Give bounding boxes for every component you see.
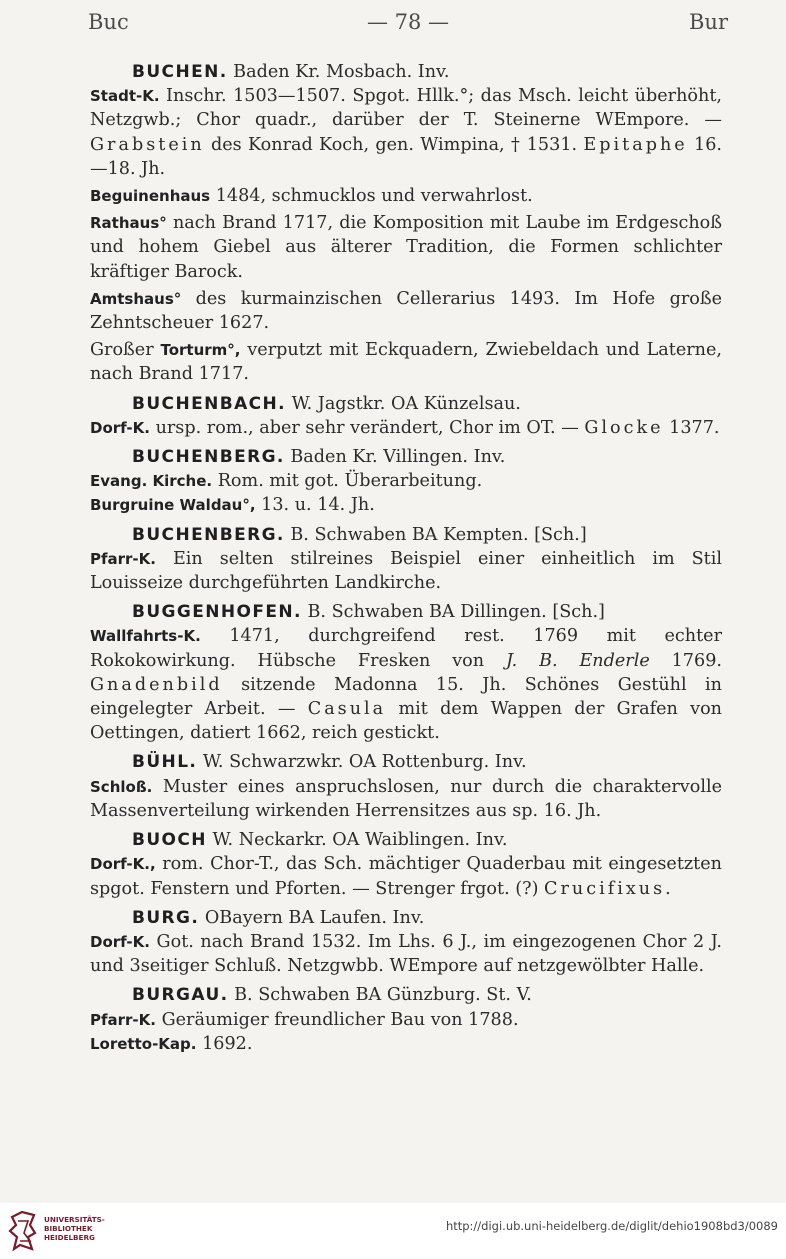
spaced-text: Casula xyxy=(307,699,387,720)
spaced-text: Epitaphe xyxy=(583,134,688,155)
text: 1377. xyxy=(669,417,720,438)
header-right: Bur xyxy=(689,10,728,34)
header-left: Buc xyxy=(88,10,129,34)
place-details: W. Neckarkr. OA Waiblingen. Inv. xyxy=(212,830,508,851)
entry-heading xyxy=(90,445,722,469)
keyword: Dorf-K. xyxy=(90,418,150,437)
text: Geräumiger freundlicher Bau von 1788. xyxy=(161,1009,519,1030)
text: sitzende Madonna 15. Jh. Schönes Gestühl in eingelegter Arbeit. — xyxy=(90,674,722,720)
text: 1692. xyxy=(202,1033,253,1054)
keyword: Schloß. xyxy=(90,777,153,796)
footer-bar xyxy=(0,1203,786,1259)
place-details: W. Jagstkr. OA Künzelsau. xyxy=(291,393,521,414)
place-details: Baden Kr. Villingen. Inv. xyxy=(290,447,506,468)
place-name: BUGGENHOFEN. xyxy=(132,602,302,623)
spaced-text: Crucifixus. xyxy=(544,878,674,899)
keyword: Beguinenhaus xyxy=(90,187,211,206)
source-url[interactable]: http://digi.ub.uni-heidelberg.de/diglit/dehio1908bd3/0089 xyxy=(445,1219,778,1233)
entry-heading xyxy=(90,392,722,416)
entry-heading xyxy=(90,828,722,852)
spaced-text: Grabstein xyxy=(90,134,205,155)
text: Muster eines anspruchslosen, nur durch die charaktervolle Massenverteilung wirkenden Herrensitzes aus sp. 16. Jh. xyxy=(90,776,723,821)
keyword: Dorf-K. xyxy=(90,932,150,951)
spaced-text: Glocke xyxy=(584,417,664,438)
place-details: B. Schwaben BA Günzburg. St. V. xyxy=(234,985,532,1006)
entry-text xyxy=(90,1032,722,1056)
text: 1769. xyxy=(671,650,722,671)
entry-text xyxy=(90,547,722,595)
text: 1484, schmucklos und verwahrlost. xyxy=(215,186,533,207)
place-name: BURGAU. xyxy=(132,985,229,1006)
text: 1471, durchgreifend rest. 1769 mit echter Rokokowirkung. Hübsche Fresken von xyxy=(90,626,723,671)
keyword: Rathaus° xyxy=(90,214,167,233)
entry-heading xyxy=(90,600,722,624)
place-details: B. Schwaben BA Kempten. [Sch.] xyxy=(290,524,587,545)
entry-text xyxy=(90,211,722,284)
keyword: Burgruine Waldau°, xyxy=(90,496,256,515)
entry-heading xyxy=(90,983,722,1007)
place-name: BÜHL. xyxy=(132,752,198,773)
entry-heading xyxy=(90,523,722,547)
keyword: Pfarr-K. xyxy=(90,1010,156,1029)
entry-text xyxy=(90,338,722,386)
page-number: — 78 — xyxy=(366,10,450,34)
keyword: Evang. Kirche. xyxy=(90,472,213,491)
entry-text xyxy=(90,84,722,181)
entry-text xyxy=(90,184,722,208)
library-logo-icon xyxy=(8,1211,38,1251)
place-details: OBayern BA Laufen. Inv. xyxy=(204,907,425,928)
running-header xyxy=(88,10,728,44)
text: Inschr. 1503—1507. Spgot. Hllk.°; das Msch. leicht überhöht, Netzgwb.; Chor quadr., darüber der T. Steinerne WEmpore. — xyxy=(90,86,722,131)
place-name: BURG. xyxy=(132,907,200,928)
text: nach Brand 1717, die Komposition mit Laube im Erdgeschoß und hohem Giebel aus älterer Tradition, die Formen schlichter kräftiger Barock. xyxy=(90,213,723,282)
place-name: BUCHENBERG. xyxy=(132,524,285,545)
entry-text xyxy=(90,775,722,823)
place-name: BUCHENBERG. xyxy=(132,447,285,468)
text: Großer xyxy=(90,340,154,361)
keyword: Dorf-K., xyxy=(90,855,156,874)
text: mit dem Wappen der Grafen von Oettingen, datiert 1662, reich gestickt. xyxy=(90,699,723,744)
keyword: Amtshaus° xyxy=(90,289,182,308)
text: Got. nach Brand 1532. Im Lhs. 6 J., im eingezogenen Chor 2 J. und 3seitiger Schluß. Netzgwbb. WEmpore auf netzgewölbter Halle. xyxy=(90,931,723,977)
entry-text xyxy=(90,852,722,900)
keyword: Pfarr-K. xyxy=(90,549,156,568)
place-details: Baden Kr. Mosbach. Inv. xyxy=(233,62,450,82)
artist-name: J. B. Enderle xyxy=(505,650,650,671)
spaced-text: Gnadenbild xyxy=(90,674,223,695)
entry-text xyxy=(90,416,722,440)
text: 13. u. 14. Jh. xyxy=(261,495,375,516)
text: des kurmainzischen Cellerarius 1493. Im Hofe große Zehntscheuer 1627. xyxy=(90,288,723,334)
text: ursp. rom., aber sehr verändert, Chor im OT. — xyxy=(155,417,579,438)
text: des Konrad Koch, gen. Wimpina, † 1531. xyxy=(210,134,578,155)
entry-text xyxy=(90,624,722,745)
text: Ein selten stilreines Beispiel einer einheitlich im Stil Louisseize durchgeführten Landkirche. xyxy=(90,548,722,594)
entry-text xyxy=(90,930,722,978)
keyword: Loretto-Kap. xyxy=(90,1034,197,1053)
place-name: BUCHENBACH. xyxy=(132,393,286,414)
page-body xyxy=(90,60,722,1056)
entry-heading xyxy=(90,906,722,930)
keyword: Stadt-K. xyxy=(90,87,160,106)
text: Rom. mit got. Überarbeitung. xyxy=(217,471,483,492)
place-details: W. Schwarzwkr. OA Rottenburg. Inv. xyxy=(202,752,527,773)
entry-text xyxy=(90,1008,722,1032)
keyword: Wallfahrts-K. xyxy=(90,627,201,646)
text: 16.—18. Jh. xyxy=(90,134,722,179)
entry-heading xyxy=(90,60,722,84)
text: verputzt mit Eckquadern, Zwiebeldach und Laterne, nach Brand 1717. xyxy=(90,340,723,385)
place-name: BUOCH xyxy=(132,830,207,851)
entry-text xyxy=(90,287,722,335)
library-name: UNIVERSITÄTS- BIBLIOTHEK HEIDELBERG xyxy=(44,1215,105,1242)
entry-text xyxy=(90,469,722,493)
entry-text xyxy=(90,493,722,517)
place-details: B. Schwaben BA Dillingen. [Sch.] xyxy=(307,602,605,623)
place-name: BUCHEN. xyxy=(132,62,228,82)
text: rom. Chor-T., das Sch. mächtiger Quaderbau mit eingesetzten spgot. Fenstern und Pforten. — Strenger frgot. (?) xyxy=(90,854,722,899)
keyword: Torturm°, xyxy=(160,341,241,360)
entry-heading xyxy=(90,750,722,774)
